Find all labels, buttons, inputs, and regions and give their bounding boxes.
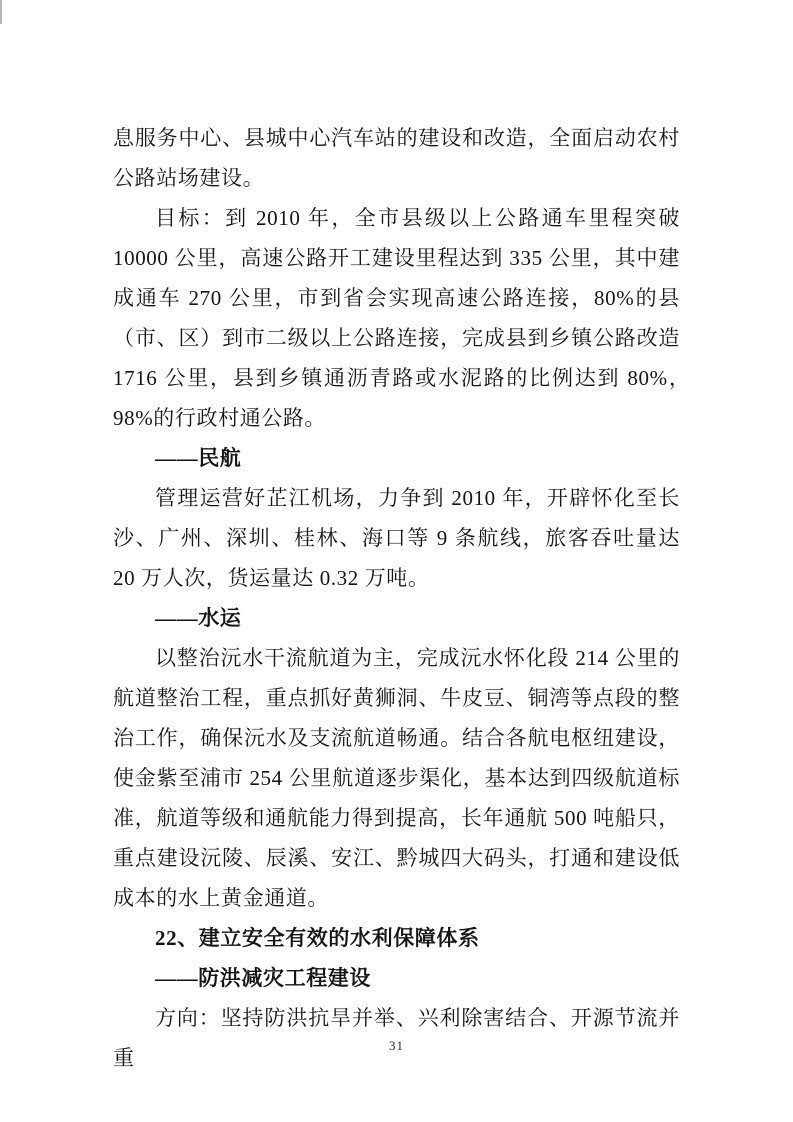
paragraph-station-construction: 息服务中心、县城中心汽车站的建设和改造，全面启动农村公路站场建设。 xyxy=(113,126,680,190)
paragraph-civil-aviation: 管理运营好芷江机场，力争到 2010 年，开辟怀化至长沙、广州、深圳、桂林、海口等 9 条航线，旅客吞吐量达 20 万人次，货运量达 0.32 万吨。 xyxy=(113,486,680,590)
heading-flood-control-project: ——防洪减灾工程建设 xyxy=(155,966,371,990)
heading-water-transport: ——水运 xyxy=(155,606,242,630)
page-number: 31 xyxy=(389,1038,404,1053)
paragraph-water-transport: 以整治沅水干流航道为主，完成沅水怀化段 214 公里的航道整治工程，重点抓好黄狮洞、牛皮豆、铜湾等点段的整治工作，确保沅水及支流航道畅通。结合各航电枢纽建设，使金紫至浦市 254 公里航道逐步渠化，基本达到四级航道标准，航道等级和通航能力得到提高，长年通航 500 吨船只，重点建设沅陵、辰溪、安江、黔城四大码头，打通和建设低成本的水上黄金通道。 xyxy=(113,646,680,910)
page-body xyxy=(113,118,702,1078)
heading-section-22-water-conservancy: 22、建立安全有效的水利保障体系 xyxy=(155,926,480,950)
heading-civil-aviation: ——民航 xyxy=(155,446,242,470)
paragraph-highway-goals: 目标：到 2010 年，全市县级以上公路通车里程突破 10000 公里，高速公路开工建设里程达到 335 公里，其中建成通车 270 公里，市到省会实现高速公路连接，80%的县（市、区）到市二级以上公路连接，完成县到乡镇公路改造 1716 公里，县到乡镇通沥青路或水泥路的比例达到 80%， 98%的行政村通公路。 xyxy=(113,206,702,430)
paragraph-flood-control-direction: 方向：坚持防洪抗旱并举、兴利除害结合、开源节流并重 xyxy=(113,1006,680,1070)
scan-edge-artifact xyxy=(0,0,2,24)
